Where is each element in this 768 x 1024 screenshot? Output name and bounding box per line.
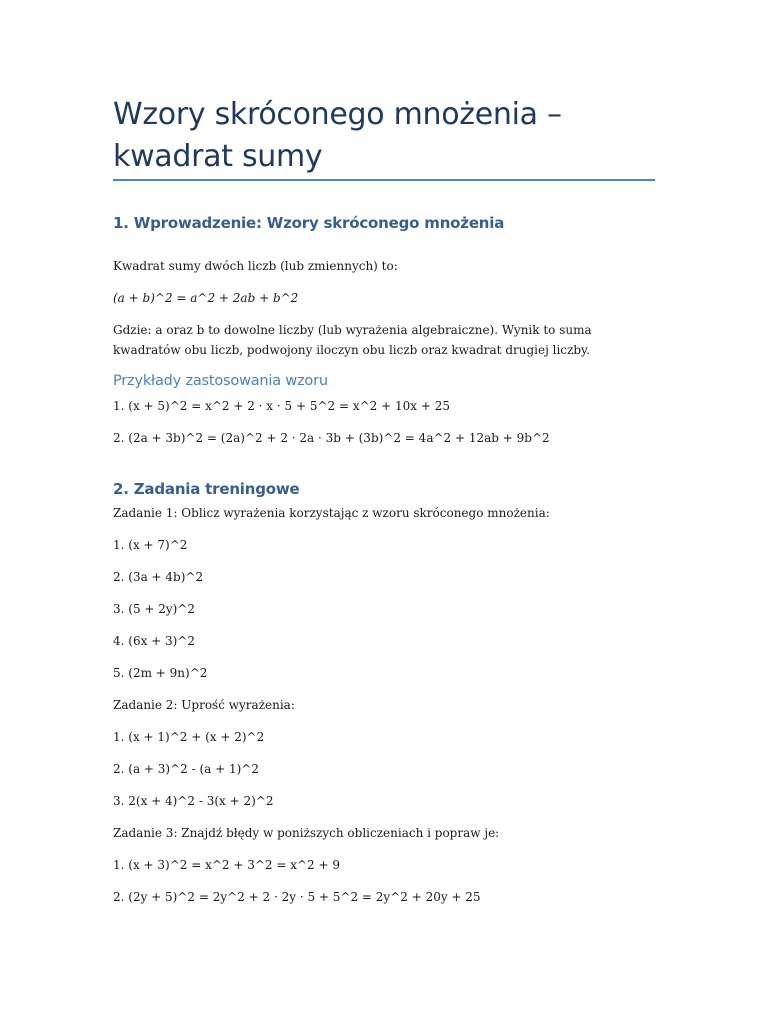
task3-prompt: Zadanie 3: Znajdź błędy w poniższych obliczeniach i popraw je: <box>113 826 500 840</box>
formula: (a + b)^2 = a^2 + 2ab + b^2 <box>113 291 299 305</box>
example-item: 1. (x + 5)^2 = x^2 + 2 · x · 5 + 5^2 = x^2 + 10x + 25 <box>113 399 450 413</box>
examples-heading: Przykłady zastosowania wzoru <box>113 373 328 389</box>
task1-item: 4. (6x + 3)^2 <box>113 634 196 648</box>
example-item: 2. (2a + 3b)^2 = (2a)^2 + 2 · 2a · 3b + (3b)^2 = 4a^2 + 12ab + 9b^2 <box>113 431 550 445</box>
task1-item: 5. (2m + 9n)^2 <box>113 666 208 680</box>
task2-item: 1. (x + 1)^2 + (x + 2)^2 <box>113 730 265 744</box>
task2-item: 3. 2(x + 4)^2 - 3(x + 2)^2 <box>113 794 274 808</box>
exercises-heading: 2. Zadania treningowe <box>113 480 300 498</box>
task1-item: 3. (5 + 2y)^2 <box>113 602 196 616</box>
task2-item: 2. (a + 3)^2 - (a + 1)^2 <box>113 762 259 776</box>
title-underline <box>113 179 655 181</box>
task1-item: 2. (3a + 4b)^2 <box>113 570 204 584</box>
intro-lead: Kwadrat sumy dwóch liczb (lub zmiennych) to: <box>113 259 398 273</box>
document-title: Wzory skróconego mnożenia – kwadrat sumy <box>113 97 562 174</box>
formula-explanation: Gdzie: a oraz b to dowolne liczby (lub wyrażenia algebraiczne). Wynik to suma kwadratów obu liczb, podwojony iloczyn obu liczb oraz kwadrat drugiej liczby. <box>113 323 592 357</box>
task3-item: 2. (2y + 5)^2 = 2y^2 + 2 · 2y · 5 + 5^2 = 2y^2 + 20y + 25 <box>113 890 481 904</box>
task1-prompt: Zadanie 1: Oblicz wyrażenia korzystając z wzoru skróconego mnożenia: <box>113 506 550 520</box>
intro-heading: 1. Wprowadzenie: Wzory skróconego mnożenia <box>113 214 505 232</box>
task3-item: 1. (x + 3)^2 = x^2 + 3^2 = x^2 + 9 <box>113 858 341 872</box>
task2-prompt: Zadanie 2: Uprość wyrażenia: <box>113 698 295 712</box>
task1-item: 1. (x + 7)^2 <box>113 538 188 552</box>
